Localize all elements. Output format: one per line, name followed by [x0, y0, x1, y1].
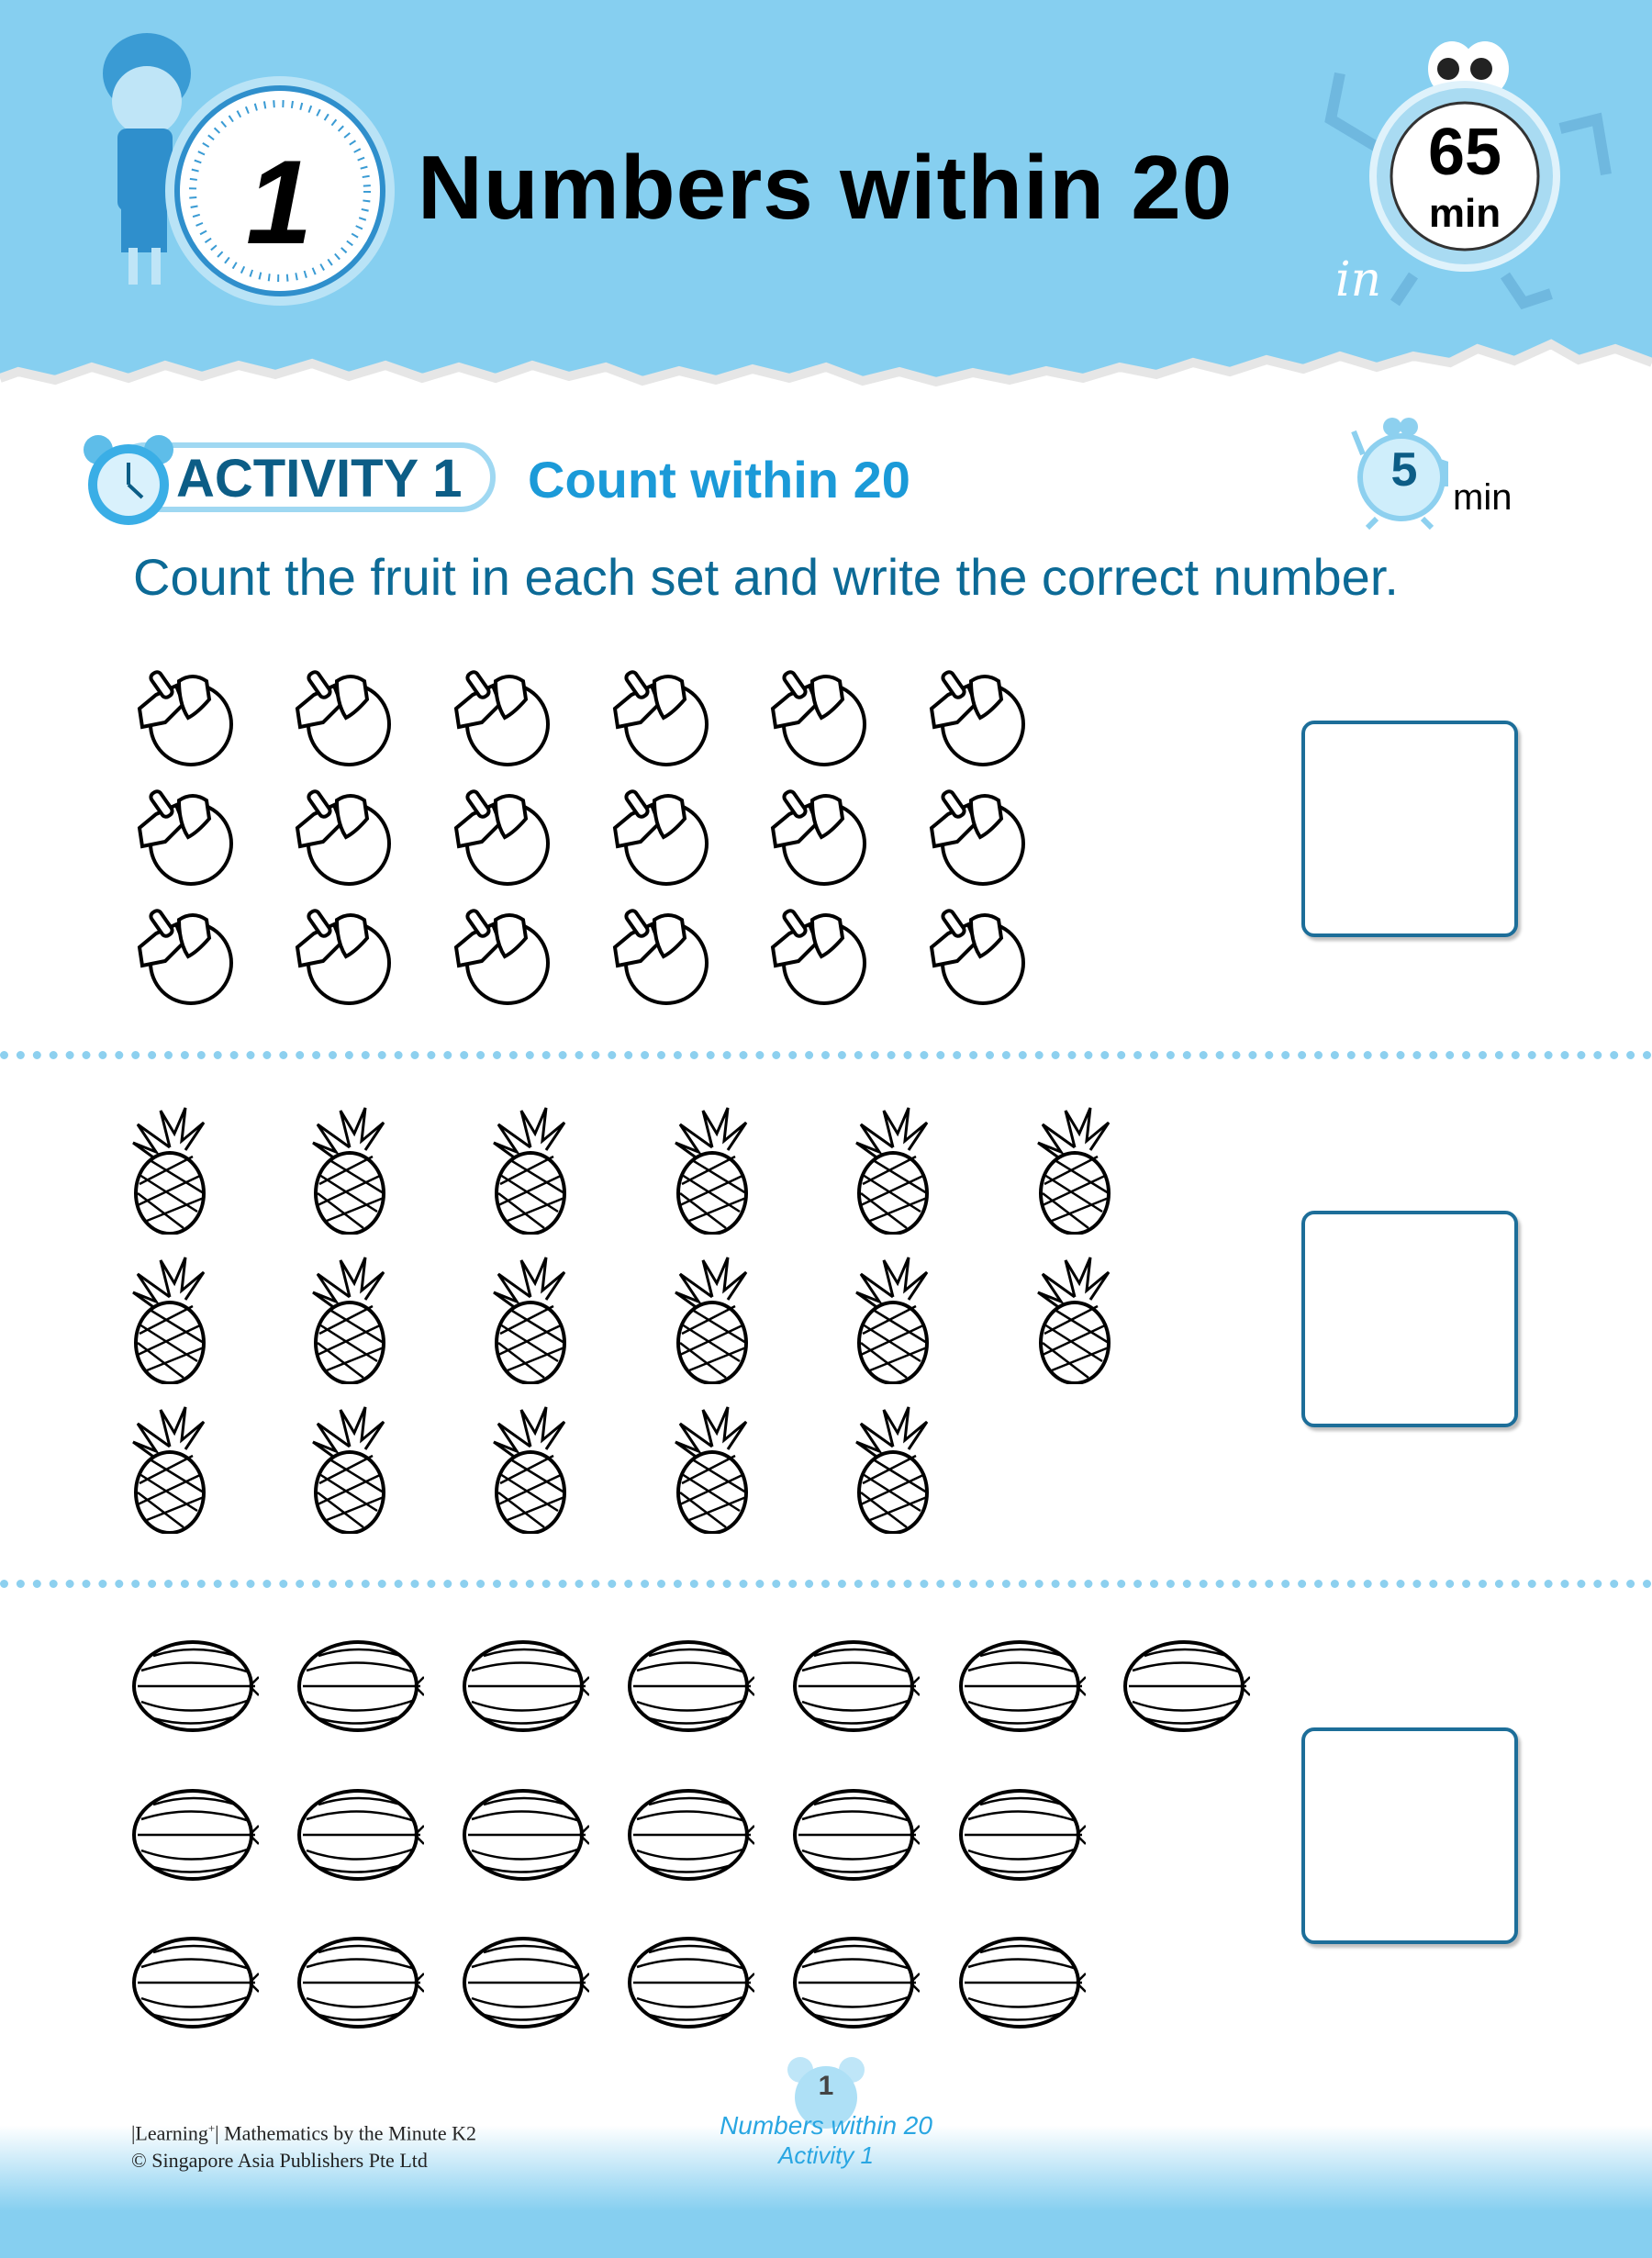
pineapple-icon	[671, 1256, 753, 1384]
chapter-number: 1	[246, 135, 313, 269]
pineapple-icon	[489, 1256, 572, 1384]
mangosteen-icon	[445, 658, 555, 768]
watermelon-icon	[957, 1636, 1086, 1737]
footer-credits: |Learning+| Mathematics by the Minute K2 © Singapore Asia Publishers Pte Ltd	[131, 2115, 476, 2174]
watermelon-icon	[130, 1784, 259, 1885]
watermelon-icon	[296, 1784, 424, 1885]
mangosteen-icon	[286, 658, 396, 768]
pineapple-icon	[852, 1256, 934, 1384]
footer-brand: Learning	[135, 2121, 208, 2145]
chapter-timer-value: 65	[1427, 116, 1502, 189]
mangosteen-icon	[921, 777, 1031, 888]
watermelon-icon	[791, 1636, 920, 1737]
pineapple-icon	[308, 1405, 391, 1534]
footer-brand-sup: +	[207, 2121, 216, 2135]
chapter-timer-unit: min	[1428, 191, 1501, 236]
pineapple-icon	[1033, 1106, 1116, 1235]
mangosteen-icon	[445, 897, 555, 1007]
watermelon-icon	[626, 1932, 754, 2033]
mangosteen-icon	[128, 897, 239, 1007]
footer-chapter-number: 1	[818, 2071, 834, 2101]
footer-chapter-title: Numbers within 20	[720, 2111, 932, 2140]
pineapple-icon	[489, 1405, 572, 1534]
mangosteen-icon	[445, 777, 555, 888]
mangosteen-icon	[762, 777, 872, 888]
dotted-divider	[0, 1051, 1652, 1059]
watermelon-icon	[130, 1932, 259, 2033]
footer-book: Mathematics by the Minute K2	[224, 2121, 477, 2145]
activity-timer-value: 5	[1390, 443, 1418, 497]
pineapple-icon	[128, 1405, 211, 1534]
chapter-timer-prefix: in	[1335, 252, 1382, 307]
answer-box-2[interactable]	[1301, 1211, 1518, 1427]
dotted-divider	[0, 1580, 1652, 1588]
pineapple-icon	[308, 1256, 391, 1384]
mangosteen-icon	[921, 897, 1031, 1007]
pineapple-icon	[308, 1106, 391, 1235]
pineapple-icon	[852, 1106, 934, 1235]
mangosteen-icon	[604, 658, 714, 768]
watermelon-icon	[461, 1932, 589, 2033]
mangosteen-icon	[604, 897, 714, 1007]
pineapple-icon	[671, 1405, 753, 1534]
watermelon-icon	[296, 1932, 424, 2033]
pineapple-icon	[671, 1106, 753, 1235]
chapter-title: Numbers within 20	[418, 137, 1233, 238]
pineapple-icon	[1033, 1256, 1116, 1384]
instruction-text: Count the fruit in each set and write the correct number.	[133, 548, 1399, 606]
watermelon-icon	[296, 1636, 424, 1737]
watermelon-icon	[791, 1784, 920, 1885]
footer-chapter-info	[642, 2111, 1010, 2170]
pineapple-icon	[489, 1106, 572, 1235]
watermelon-icon	[957, 1932, 1086, 2033]
watermelon-icon	[461, 1784, 589, 1885]
mangosteen-icon	[762, 658, 872, 768]
footer-activity: Activity 1	[777, 2141, 875, 2169]
watermelon-icon	[957, 1784, 1086, 1885]
pineapple-icon	[128, 1106, 211, 1235]
alarm-clock-icon	[78, 431, 179, 532]
watermelon-icon	[130, 1636, 259, 1737]
mangosteen-icon	[128, 658, 239, 768]
watermelon-icon	[1122, 1636, 1250, 1737]
watermelon-icon	[626, 1784, 754, 1885]
answer-box-1[interactable]	[1301, 721, 1518, 937]
watermelon-icon	[626, 1636, 754, 1737]
pineapple-icon	[852, 1405, 934, 1534]
activity-label: ACTIVITY 1	[176, 449, 463, 509]
mangosteen-icon	[762, 897, 872, 1007]
mangosteen-icon	[128, 777, 239, 888]
mangosteen-icon	[604, 777, 714, 888]
mangosteen-icon	[286, 777, 396, 888]
activity-timer-unit: min	[1453, 477, 1512, 518]
watermelon-icon	[461, 1636, 589, 1737]
pineapple-icon	[128, 1256, 211, 1384]
watermelon-icon	[791, 1932, 920, 2033]
footer-copyright: © Singapore Asia Publishers Pte Ltd	[131, 2149, 428, 2173]
answer-box-3[interactable]	[1301, 1727, 1518, 1944]
activity-title: Count within 20	[528, 451, 910, 509]
mangosteen-icon	[921, 658, 1031, 768]
mangosteen-icon	[286, 897, 396, 1007]
